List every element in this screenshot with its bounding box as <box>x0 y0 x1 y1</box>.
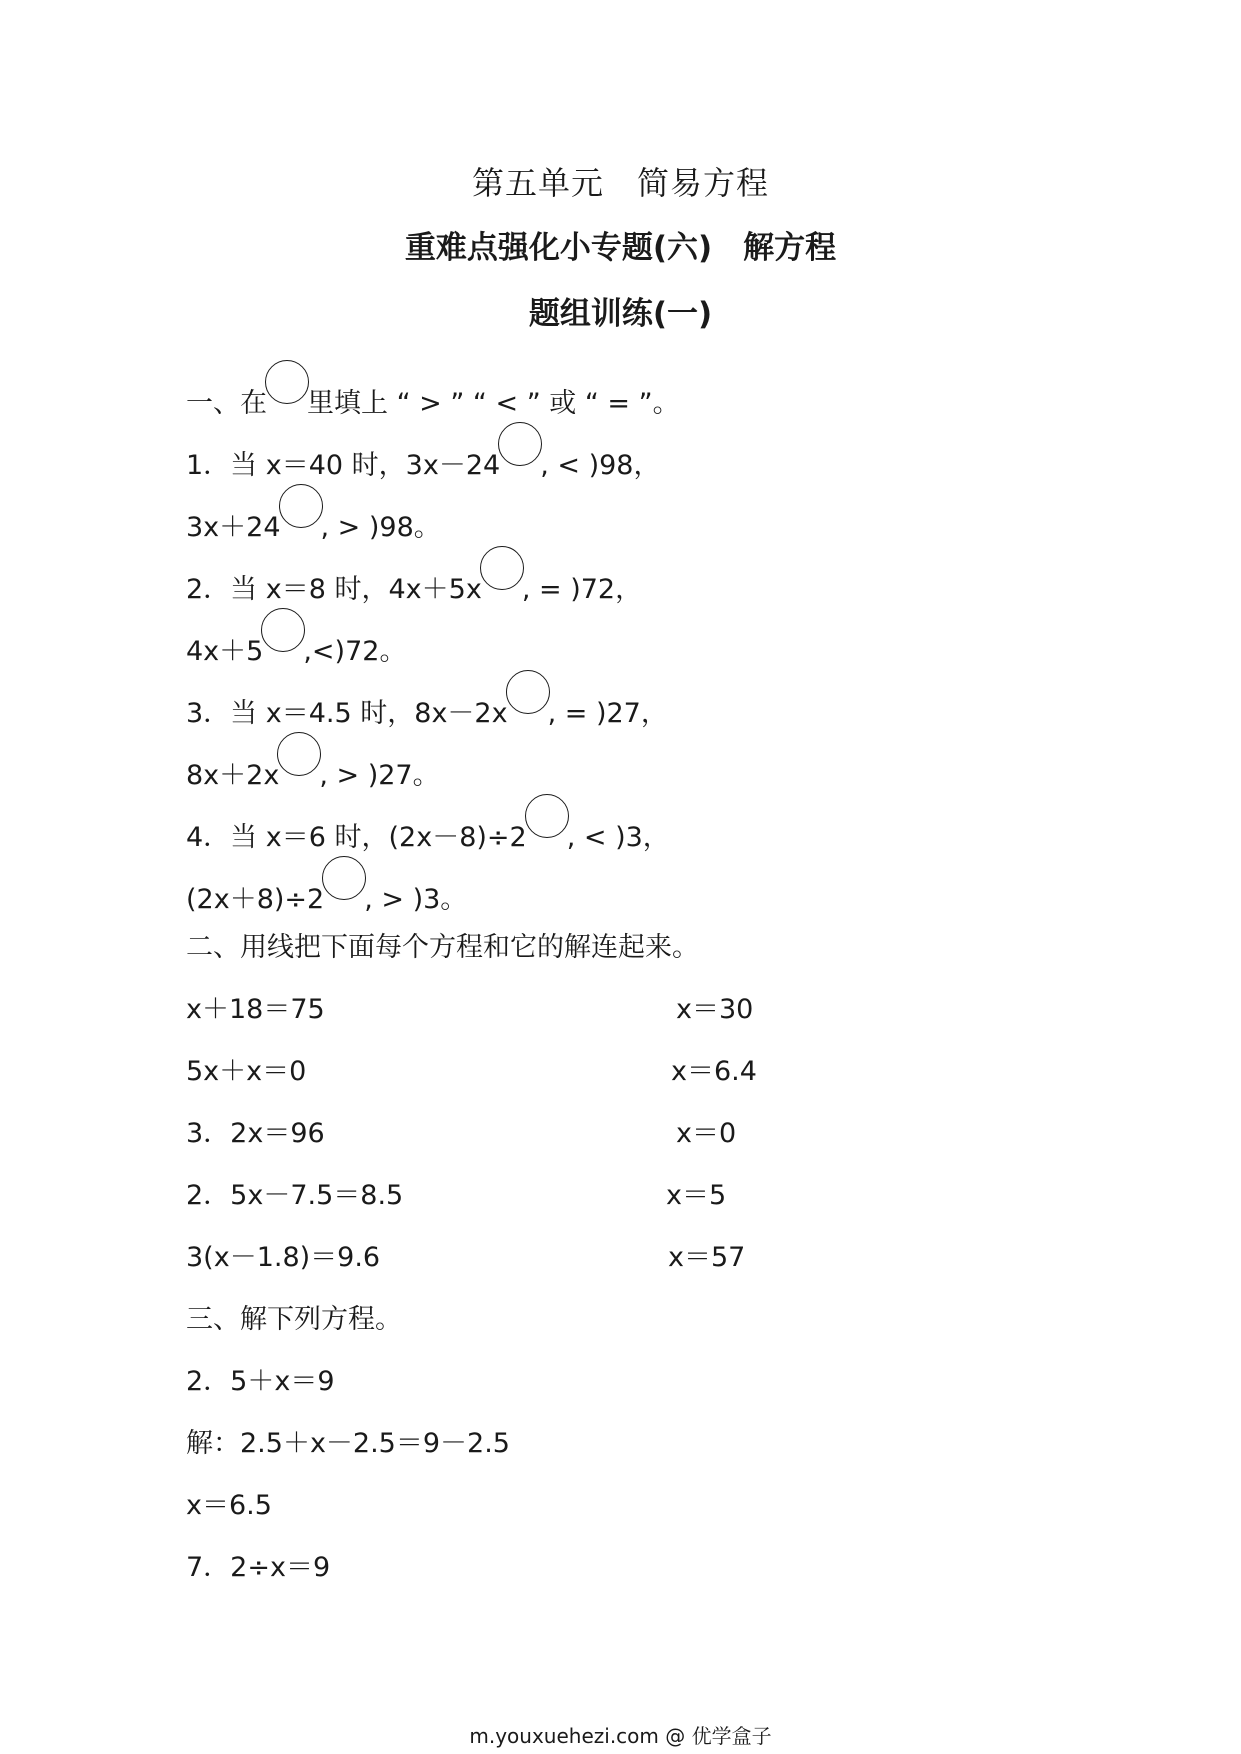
section1-item-4a <box>186 794 670 858</box>
section3-solution-result: x＝6.5 <box>186 1490 272 1521</box>
item-answer: , > )98。 <box>320 512 441 543</box>
solution-item[interactable]: x＝0 <box>676 1118 737 1149</box>
section3-problem: 2．5＋x＝9 <box>186 1366 335 1397</box>
answer-circle-icon[interactable] <box>279 484 323 528</box>
section1-item-2b <box>186 608 406 672</box>
item-text: 3．当 x＝4.5 时，8x－2x <box>186 698 508 729</box>
group-title: 题组训练(一) <box>528 296 713 332</box>
section3-heading: 三、解下列方程。 <box>186 1304 402 1335</box>
section1-item-3a <box>186 670 668 734</box>
item-text: 4．当 x＝6 时，(2x－8)÷2 <box>186 822 527 853</box>
topic-title: 重难点强化小专题(六) 解方程 <box>404 230 837 266</box>
equation-item[interactable]: x＋18＝75 <box>186 994 325 1025</box>
solution-item[interactable]: x＝5 <box>666 1180 727 1211</box>
item-text: 1．当 x＝40 时，3x－24 <box>186 450 501 481</box>
section1-heading <box>186 360 680 424</box>
answer-circle-icon[interactable] <box>277 732 321 776</box>
section1-item-3b <box>186 732 440 796</box>
answer-circle-icon <box>265 360 309 404</box>
equation-item[interactable]: 2．5x－7.5＝8.5 <box>186 1180 404 1211</box>
equation-item[interactable]: 5x＋x＝0 <box>186 1056 307 1087</box>
answer-circle-icon[interactable] <box>498 422 542 466</box>
section3-problem: 7．2÷x＝9 <box>186 1552 331 1583</box>
section1-item-1b <box>186 484 441 548</box>
item-text: 3x＋24 <box>186 512 281 543</box>
unit-title: 第五单元 简易方程 <box>471 164 769 202</box>
answer-circle-icon[interactable] <box>261 608 305 652</box>
equation-item[interactable]: 3(x－1.8)＝9.6 <box>186 1242 381 1273</box>
section1-heading-part-a: 一、在 <box>186 388 267 419</box>
item-answer: , = )72， <box>521 574 643 605</box>
item-answer: ,<)72。 <box>303 636 407 667</box>
section2-heading: 二、用线把下面每个方程和它的解连起来。 <box>186 932 699 963</box>
item-text: 2．当 x＝8 时，4x＋5x <box>186 574 482 605</box>
answer-circle-icon[interactable] <box>506 670 550 714</box>
answer-circle-icon[interactable] <box>322 856 366 900</box>
solution-item[interactable]: x＝6.4 <box>671 1056 757 1087</box>
section3-solution-step: 解：2.5＋x－2.5＝9－2.5 <box>186 1428 510 1459</box>
item-answer: , < )98， <box>540 450 661 481</box>
section1-item-4b <box>186 856 467 920</box>
item-answer: , > )27。 <box>319 760 440 791</box>
answer-circle-icon[interactable] <box>480 546 524 590</box>
footer-watermark: m.youxuehezi.com @ 优学盒子 <box>469 1724 772 1748</box>
item-answer: , > )3。 <box>364 884 468 915</box>
item-answer: , < )3， <box>566 822 670 853</box>
section1-item-2a <box>186 546 642 610</box>
section1-item-1a <box>186 422 660 486</box>
solution-item[interactable]: x＝57 <box>668 1242 746 1273</box>
equation-item[interactable]: 3．2x＝96 <box>186 1118 325 1149</box>
item-text: (2x＋8)÷2 <box>186 884 325 915</box>
item-text: 4x＋5 <box>186 636 264 667</box>
solution-item[interactable]: x＝30 <box>676 994 754 1025</box>
answer-circle-icon[interactable] <box>525 794 569 838</box>
item-answer: , = )27， <box>547 698 668 729</box>
section1-heading-part-b: 里填上 “ > ” “ < ” 或 “ = ”。 <box>307 388 680 419</box>
item-text: 8x＋2x <box>186 760 280 791</box>
